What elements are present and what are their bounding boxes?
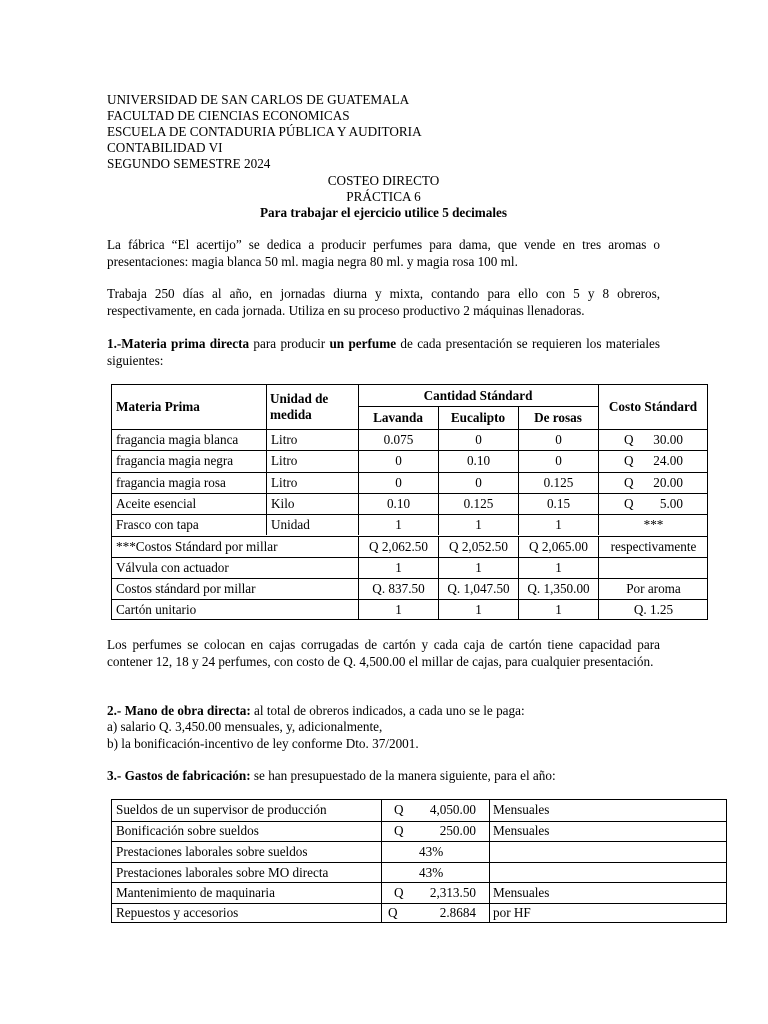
table-row: [112, 472, 707, 493]
section-1-number: 1.-: [107, 336, 122, 351]
lavanda-cell: Q. 837.50: [358, 579, 438, 599]
lavanda-cell: 1: [358, 600, 438, 620]
table-row: [112, 514, 707, 535]
costo-cell: Por aroma: [598, 579, 708, 599]
rosas-cell: 0: [518, 451, 598, 471]
periodo-cell: Mensuales: [493, 802, 550, 818]
section-1-emphasis: un perfume: [329, 336, 397, 351]
school-name: ESCUELA DE CONTADURIA PÚBLICA Y AUDITORIA: [107, 124, 422, 139]
table-row: [112, 841, 726, 862]
section-2-title: Mano de obra directa:: [121, 703, 251, 718]
costo-cell: Q 30.00: [598, 430, 708, 450]
col-divider: [518, 407, 519, 429]
header-unidad: Unidad de medida: [270, 391, 329, 422]
section-3-intro: [107, 768, 556, 784]
section-2-item-b: b) la bonificación-incentivo de ley conforme Dto. 37/2001.: [107, 736, 419, 751]
monto-cell: 250.00: [439, 823, 476, 839]
instruction: Para trabajar el ejercicio utilice 5 decimales: [259, 205, 508, 220]
section-3-number: 3.-: [107, 768, 122, 783]
section-2-item-a: a) salario Q. 3,450.00 mensuales, y, adicionalmente,: [107, 719, 383, 734]
document-title: COSTEO DIRECTO: [327, 173, 440, 188]
section-1-intro: [107, 336, 660, 369]
rosas-cell: 0.125: [518, 473, 598, 493]
costo-cell: Q. 1.25: [598, 600, 708, 620]
materia-cell: fragancia magia rosa: [116, 474, 226, 490]
monto-cell: 43%: [419, 843, 444, 859]
costo-cell: Q 20.00: [598, 473, 708, 493]
unidad-cell: Unidad: [266, 515, 358, 535]
currency-cell: Q: [388, 905, 398, 920]
rosas-cell: 0.15: [518, 494, 598, 514]
eucalipto-cell: 0.10: [438, 451, 518, 471]
rosas-cell: Q. 1,350.00: [518, 579, 598, 599]
periodo-cell: Mensuales: [493, 823, 550, 839]
header-cantidad-standard: Cantidad Stándard: [423, 388, 533, 403]
lavanda-cell: Q 2,062.50: [358, 537, 438, 557]
periodo-cell: por HF: [493, 905, 531, 920]
rosas-cell: Q 2,065.00: [518, 537, 598, 557]
raw-materials-table: [111, 384, 708, 620]
eucalipto-cell: Q. 1,047.50: [438, 579, 518, 599]
lavanda-cell: 0: [358, 451, 438, 471]
section-1-text-b: de cada presentación se requieren los materiales siguientes:: [107, 336, 660, 368]
costo-cell: respectivamente: [598, 537, 708, 557]
rosas-cell: 1: [518, 600, 598, 620]
monto-cell: 2.8684: [439, 905, 476, 920]
table-row: [112, 800, 726, 821]
rosas-cell: 1: [518, 515, 598, 535]
table-row: [112, 493, 707, 514]
intro-paragraph-2: Trabaja 250 días al año, en jornadas diurna y mixta, contando para ello con 5 y 8 obreros, respectivamente, en cada jornada. Utiliza en su proceso productivo 2 máquinas llenadoras.: [107, 286, 660, 318]
materia-cell: Aceite esencial: [116, 496, 197, 512]
lavanda-cell: 0.10: [358, 494, 438, 514]
unidad-cell: Litro: [266, 473, 358, 493]
header-materia-prima: Materia Prima: [116, 399, 200, 414]
monto-cell: 4,050.00: [429, 802, 476, 818]
materia-cell: Frasco con tapa: [116, 517, 199, 533]
eucalipto-cell: 0.125: [438, 494, 518, 514]
table-row: [112, 862, 726, 883]
col-divider: [598, 385, 599, 429]
unidad-cell: Litro: [266, 451, 358, 471]
eucalipto-cell: 1: [438, 515, 518, 535]
lavanda-cell: 1: [358, 558, 438, 578]
rosas-cell: 1: [518, 558, 598, 578]
section-2-number: 2.-: [107, 703, 122, 718]
header-de-rosas: De rosas: [534, 410, 582, 425]
lavanda-cell: 0.075: [358, 430, 438, 450]
currency-cell: Q: [394, 823, 404, 839]
semester: SEGUNDO SEMESTRE 2024: [107, 156, 271, 171]
university-name: UNIVERSIDAD DE SAN CARLOS DE GUATEMALA: [107, 92, 410, 107]
monto-cell: 2,313.50: [429, 885, 476, 901]
cartons-paragraph: Los perfumes se colocan en cajas corrugadas de cartón y cada caja de cartón tiene capacidad para contener 12, 18 y 24 perfumes, con costo de Q. 4,500.00 el millar de cajas, para cualquier presentación.: [107, 637, 660, 669]
document-subtitle: PRÁCTICA 6: [346, 189, 421, 204]
eucalipto-cell: 0: [438, 473, 518, 493]
section-2-text: al total de obreros indicados, a cada uno se le paga:: [250, 703, 525, 718]
section-3-title: Gastos de fabricación:: [121, 768, 251, 783]
materia-cell: ***Costos Stándard por millar: [116, 538, 278, 554]
currency-cell: Q: [394, 802, 404, 818]
header-lavanda: Lavanda: [373, 410, 423, 425]
header-eucalipto: Eucalipto: [450, 410, 506, 425]
header-costo-standard: Costo Stándard: [608, 399, 698, 414]
table-row: [112, 450, 707, 471]
unidad-cell: Litro: [266, 430, 358, 450]
materia-cell: fragancia magia negra: [116, 453, 234, 469]
subheader-divider: [358, 406, 598, 407]
costo-cell: Q 24.00: [598, 451, 708, 471]
section-1-text-a: para producir: [249, 336, 330, 351]
eucalipto-cell: 1: [438, 600, 518, 620]
concepto-cell: Sueldos de un supervisor de producción: [116, 802, 327, 818]
eucalipto-cell: 0: [438, 430, 518, 450]
monto-cell: 43%: [419, 864, 444, 880]
materia-cell: Costos stándard por millar: [116, 581, 256, 597]
table-row: [112, 599, 707, 620]
concepto-cell: Mantenimiento de maquinaria: [116, 885, 275, 901]
table-row: [112, 429, 707, 450]
section-2-intro: [107, 703, 525, 719]
course-name: CONTABILIDAD VI: [107, 140, 223, 155]
concepto-cell: Prestaciones laborales sobre MO directa: [116, 864, 329, 880]
faculty-name: FACULTAD DE CIENCIAS ECONOMICAS: [107, 108, 350, 123]
eucalipto-cell: 1: [438, 558, 518, 578]
concepto-cell: Repuestos y accesorios: [116, 905, 239, 920]
table-row: [112, 536, 707, 557]
rosas-cell: 0: [518, 430, 598, 450]
lavanda-cell: 0: [358, 473, 438, 493]
costo-cell: [598, 558, 708, 578]
col-divider: [358, 385, 359, 429]
periodo-cell: Mensuales: [493, 885, 550, 901]
costo-cell: ***: [598, 515, 708, 535]
currency-cell: Q: [394, 885, 404, 901]
section-1-title: Materia prima directa: [121, 336, 250, 351]
eucalipto-cell: Q 2,052.50: [438, 537, 518, 557]
table-row: [112, 882, 726, 903]
table-row: [112, 557, 707, 578]
concepto-cell: Bonificación sobre sueldos: [116, 823, 259, 839]
costo-cell: Q 5.00: [598, 494, 708, 514]
col-divider: [438, 407, 439, 429]
materia-cell: fragancia magia blanca: [116, 432, 239, 448]
table-row: [112, 578, 707, 599]
intro-paragraph-1: La fábrica “El acertijo” se dedica a producir perfumes para dama, que vende en tres aromas o presentaciones: magia blanca 50 ml. magia negra 80 ml. y magia rosa 100 ml.: [107, 237, 660, 269]
overhead-table: [111, 799, 727, 923]
table-row: [112, 821, 726, 842]
concepto-cell: Prestaciones laborales sobre sueldos: [116, 843, 308, 859]
materia-cell: Cartón unitario: [116, 602, 197, 618]
section-3-text: se han presupuestado de la manera siguiente, para el año:: [250, 768, 556, 783]
lavanda-cell: 1: [358, 515, 438, 535]
unidad-cell: Kilo: [266, 494, 358, 514]
col-divider: [266, 385, 267, 429]
table-row: [112, 903, 726, 922]
materia-cell: Válvula con actuador: [116, 559, 229, 575]
